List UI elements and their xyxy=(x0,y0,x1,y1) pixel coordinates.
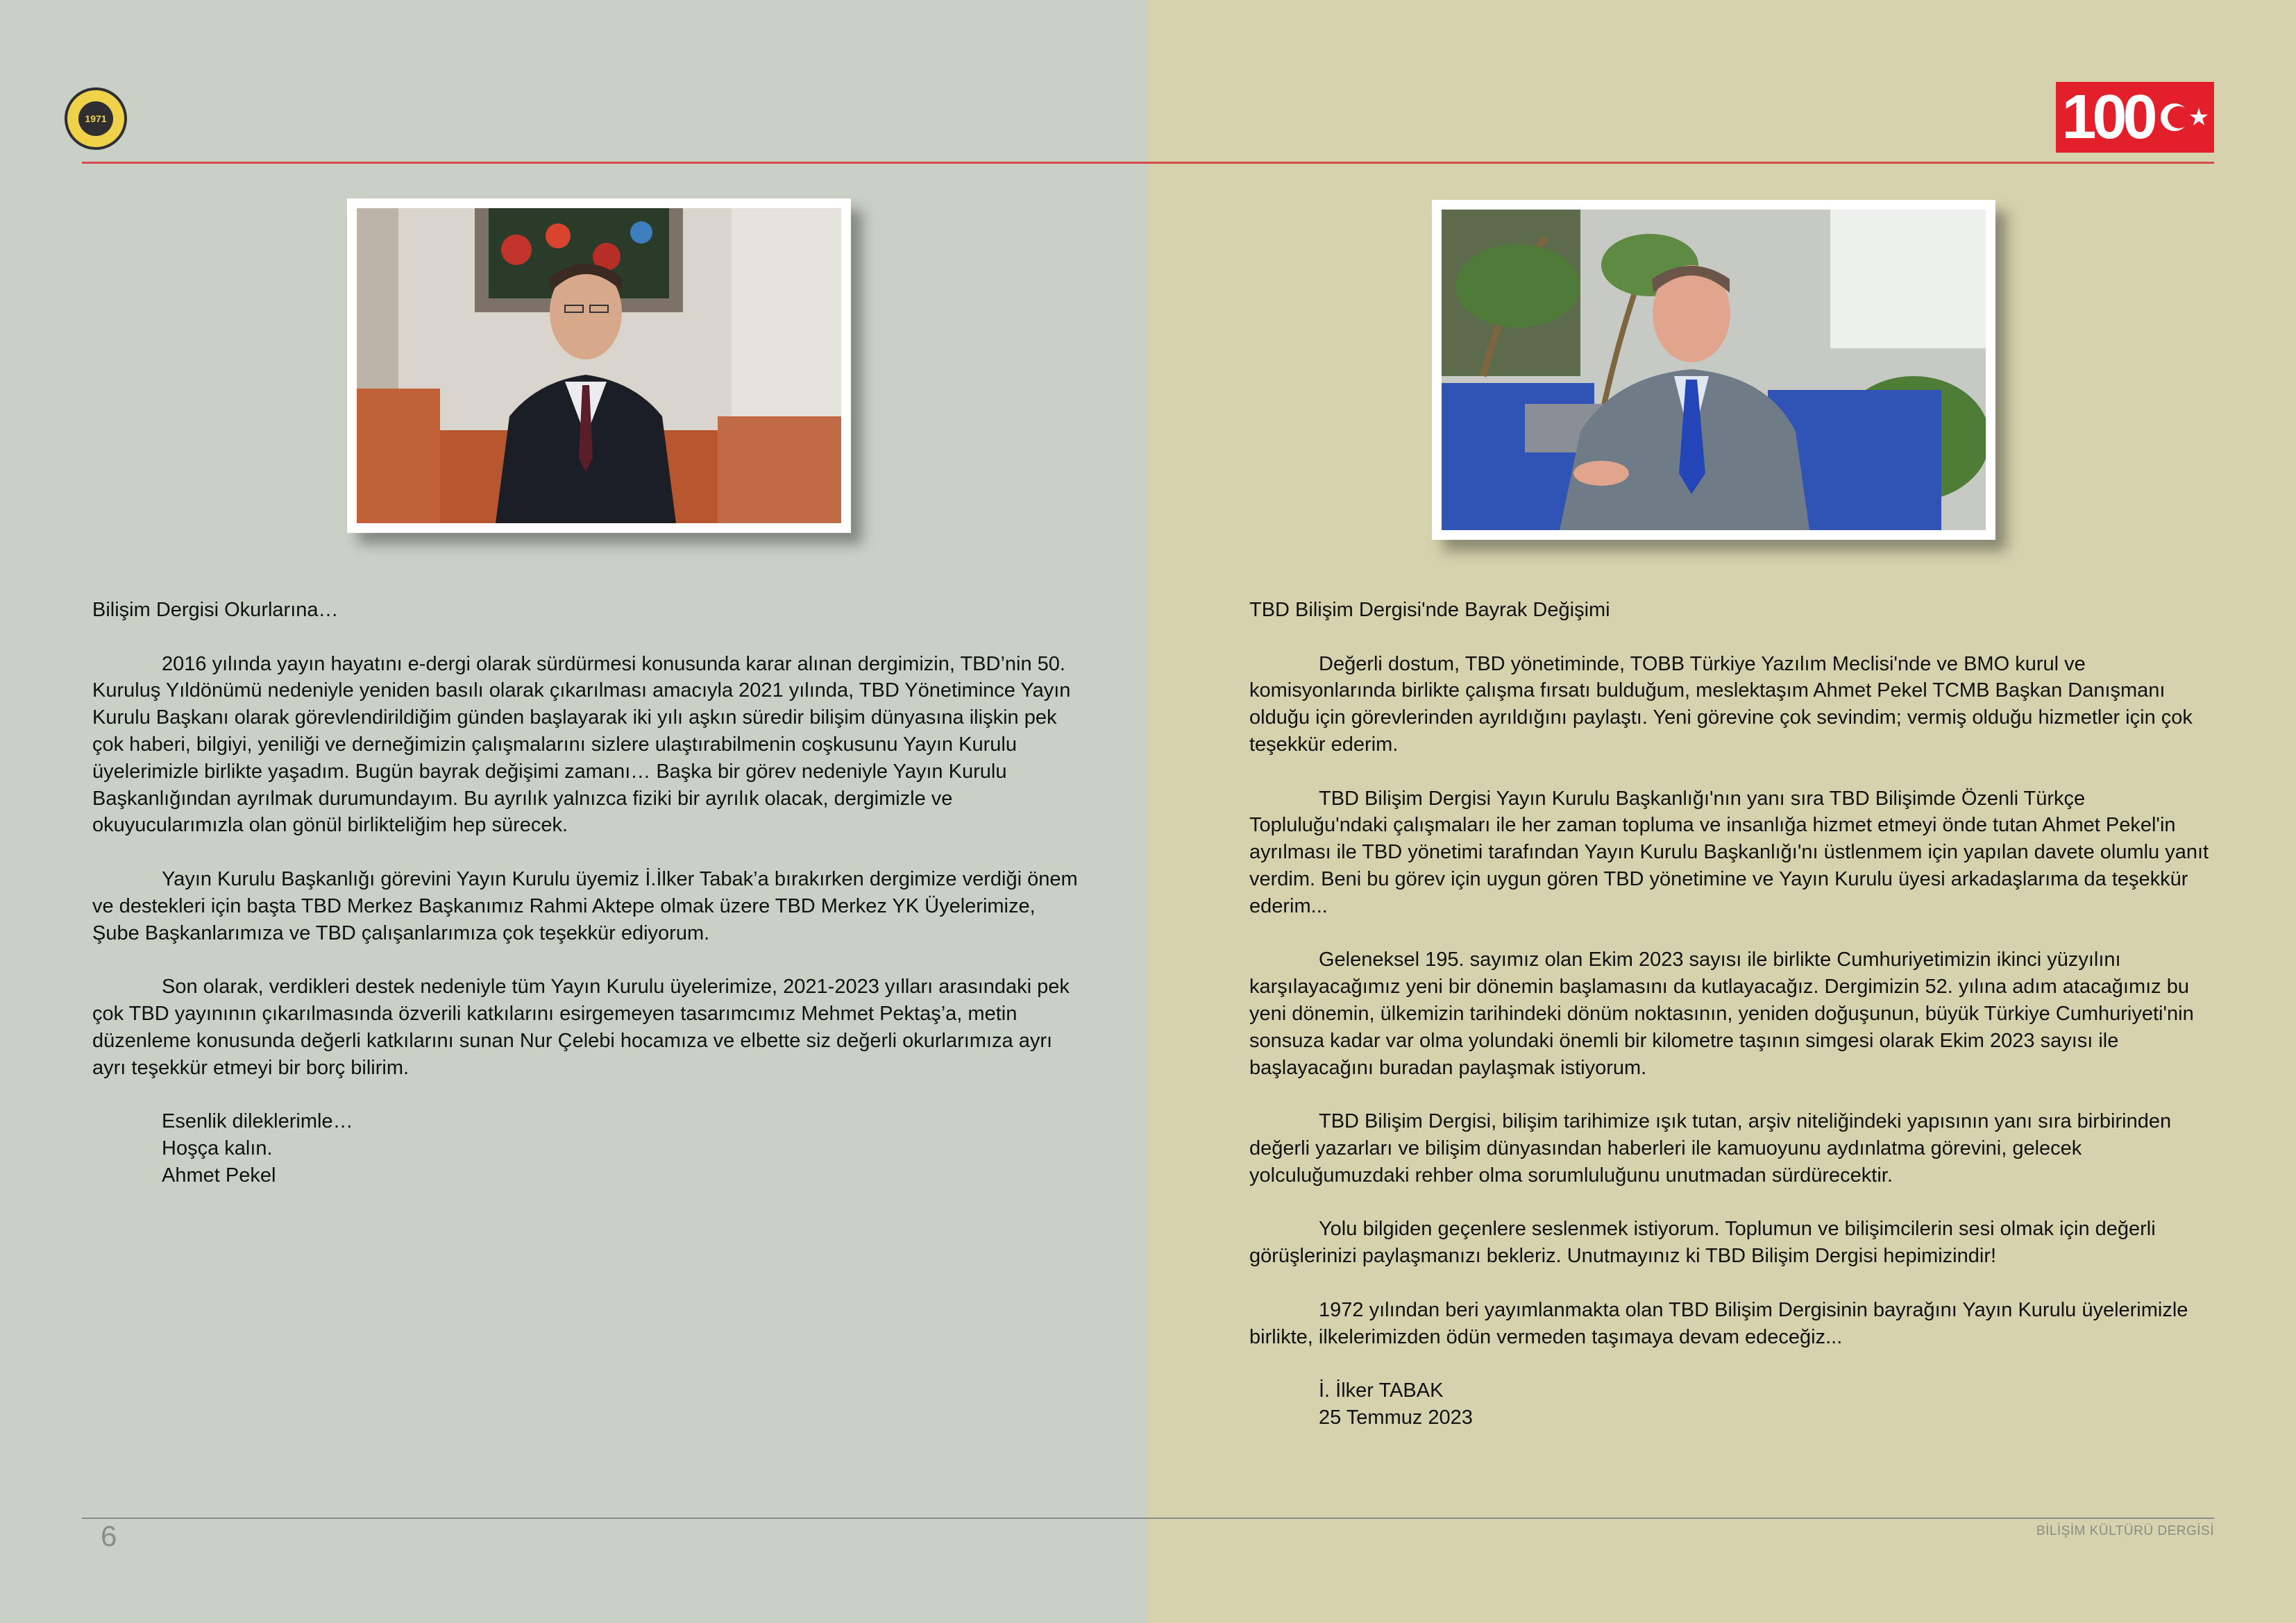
portrait-photo-content xyxy=(357,208,841,523)
left-article-heading: Bilişim Dergisi Okurlarına… xyxy=(92,599,339,621)
left-signoff-1: Esenlik dileklerimle… xyxy=(162,1110,353,1133)
right-portrait-photo xyxy=(1432,200,1995,540)
left-signoff-name: Ahmet Pekel xyxy=(162,1164,276,1187)
page-number: 6 xyxy=(101,1520,117,1552)
right-article xyxy=(1249,597,2221,1431)
magazine-name: BİLİŞİM KÜLTÜRÜ DERGİSİ xyxy=(2036,1524,2214,1538)
portrait-photo-content xyxy=(1442,210,1986,530)
portrait-illustration-right xyxy=(1442,210,1986,530)
left-paragraph-3: Son olarak, verdikleri destek nedeniyle tüm Yayın Kurulu üyelerimize, 2021-2023 yılları arasındaki pek çok TBD yayınının çıkarılmasında özverili katkılarını esirgemeyen tasarımcımız Mehmet Pektaş’a, metin düzenleme konusunda değerli katkılarını sunan Nur Çelebi hocamıza ve elbette siz değerli okurlarımıza ayrı ayrı teşekkür etmeyi bir borç bilirim. xyxy=(92,976,1070,1079)
header-rule xyxy=(82,162,2214,164)
right-paragraph-2: TBD Bilişim Dergisi Yayın Kurulu Başkanlığı'nın yanı sıra TBD Bilişimde Özenli Türkçe Topluluğu'ndaki çalışmaları ile her zaman topluma ve insanlığa hizmet etmeyi önde tutan Ahmet Pekel'in ayrılması ile TBD yönetimi tarafından Yayın Kurulu Başkanlığı'nı üstlenmem için yapılan davete olumlu yanıt verdim. Beni bu görev için uygun gören TBD yönetimine ve Yayın Kurulu üyesi arkadaşlarıma da teşekkür ederim... xyxy=(1249,787,2209,917)
right-paragraph-5: Yolu bilgiden geçenlere seslenmek istiyorum. Toplumun ve bilişimcilerin sesi olmak için değerli görüşlerinizi paylaşmanızı bekleriz. Unutmayınız ki TBD Bilişim Dergisi hepimizindir! xyxy=(1249,1218,2156,1268)
logo-100-text: 100 xyxy=(2061,82,2154,152)
right-signoff-date: 25 Temmuz 2023 xyxy=(1319,1406,1473,1429)
portrait-illustration-left xyxy=(357,208,841,523)
right-paragraph-6: 1972 yılından beri yayımlanmakta olan TBD Bilişim Dergisinin bayrağını Yayın Kurulu üyelerimizle birlikte, ilkelerimizden ödün vermeden taşımaya devam edeceğiz... xyxy=(1249,1298,2188,1348)
turkish-republic-100-icon xyxy=(2056,82,2214,153)
right-article-heading: TBD Bilişim Dergisi'nde Bayrak Değişimi xyxy=(1249,599,1610,621)
left-paragraph-1: 2016 yılında yayın hayatını e-dergi olarak sürdürmesi konusunda karar alınan dergimizin, TBD’nin 50. Kuruluş Yıldönümü nedeniyle yeniden basılı olarak çıkarılması amacıyla 2021 yılında, TBD Yönetimince Yayın Kurulu Başkanı olarak görevlendirildiğim günden başlayarak iki yılı aşkın süredir bilişim dünyasına ilişkin pek çok haberi, bilgiyi, yeniliği ve derneğimizin çalışmalarını sizlere ulaştırabilmenin coşkusunu Yayın Kurulu üyelerimizle birlikte yaşadım. Bugün bayrak değişimi zamanı… Başka bir görev nedeniyle Yayın Kurulu Başkanlığından ayrılmak durumundayım. Bu ayrılık yalnızca fiziki bir ayrılık olacak, dergimizle ve okuyucularımızla olan gönül birlikteliğim hep sürecek. xyxy=(92,652,1071,837)
emblem-year: 1971 xyxy=(78,101,113,136)
footer-rule xyxy=(82,1518,2214,1519)
crescent-icon xyxy=(2161,103,2188,131)
left-signoff-2: Hoşça kalın. xyxy=(162,1137,273,1159)
left-portrait-photo xyxy=(347,198,851,533)
right-signoff-name: İ. İlker TABAK xyxy=(1319,1379,1444,1402)
right-paragraph-4: TBD Bilişim Dergisi, bilişim tarihimize ışık tutan, arşiv niteliğindeki yapısının yanı sıra birbirinden değerli yazarları ve bilişim dünyasından haberleri ile kamuoyunu aydınlatma görevini, gelecek yolculuğumuzdaki rehber olma sorumluluğunu unutmadan sürdürecektir. xyxy=(1249,1110,2172,1187)
right-paragraph-3: Geleneksel 195. sayımız olan Ekim 2023 sayısı ile birlikte Cumhuriyetimizin ikinci yüzyılını karşılayacağımız yeni bir dönemin başlamasını da kutlayacağız. Dergimizin 52. yılına adım atacağımız bu yeni dönemin, ülkemizin tarihindeki dönüm noktasının, yeniden doğuşunun, büyük Türkiye Cumhuriyeti'nin sonsuza kadar var olma yolundaki önemli bir kilometre taşının simgesi olarak Ekim 2023 sayısı ile başlayacağını buradan paylaşmak istiyorum. xyxy=(1249,949,2194,1079)
left-article xyxy=(92,597,1085,1189)
tbd-emblem-icon xyxy=(65,87,127,150)
left-paragraph-2: Yayın Kurulu Başkanlığı görevini Yayın Kurulu üyemiz İ.İlker Tabak’a bırakırken dergimize verdiği önem ve destekleri için başta TBD Merkez Başkanımız Rahmi Aktepe olmak üzere TBD Merkez YK Üyelerimize, Şube Başkanlarımıza ve TBD çalışanlarımıza çok teşekkür ediyorum. xyxy=(92,867,1078,944)
star-icon: ★ xyxy=(2189,105,2209,129)
right-paragraph-1: Değerli dostum, TBD yönetiminde, TOBB Türkiye Yazılım Meclisi'nde ve BMO kurul ve komisyonlarında birlikte çalışma fırsatı bulduğum, meslektaşım Ahmet Pekel TCMB Başkan Danışmanı olduğu için görevlerinden ayrıldığını paylaştı. Yeni görevine çok sevindim; vermiş olduğu hizmetler için çok teşekkür ederim. xyxy=(1249,652,2193,756)
